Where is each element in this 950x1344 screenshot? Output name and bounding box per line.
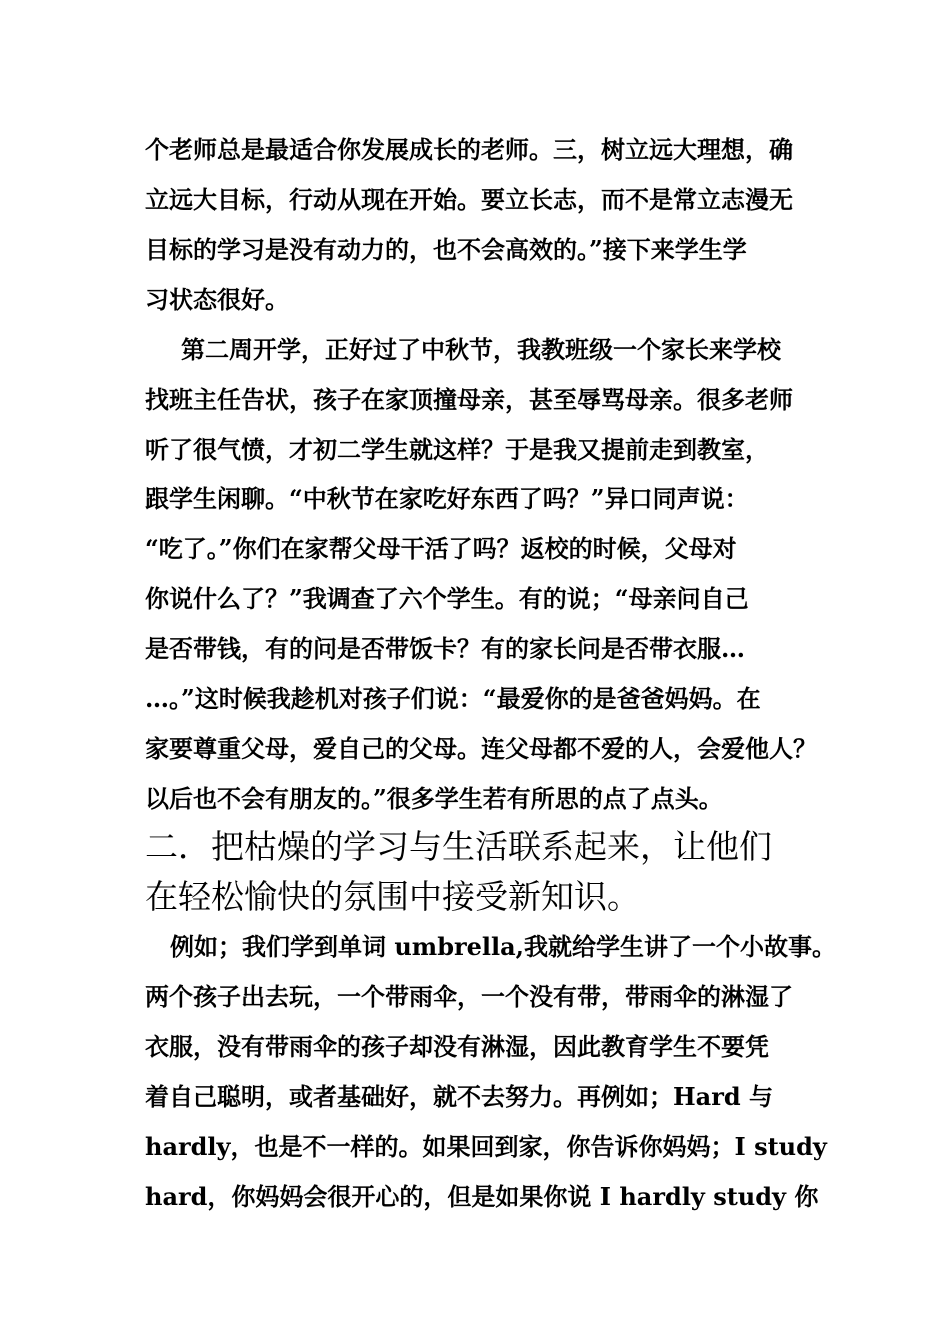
paragraph-line: 你说什么了？”我调查了六个学生。有的说；“母亲问自己	[145, 584, 749, 613]
paragraph-line: 个老师总是最适合你发展成长的老师。三，树立远大理想，确	[145, 135, 793, 164]
paragraph-line: hard，你妈妈会很开心的，但是如果你说 I hardly study 你	[145, 1182, 819, 1211]
paragraph-line: 习状态很好。	[145, 285, 289, 314]
paragraph-line: …。”这时候我趁机对孩子们说：“最爱你的是爸爸妈妈。在	[145, 684, 761, 713]
paragraph-line: 找班主任告状，孩子在家顶撞母亲，甚至辱骂母亲。很多老师	[145, 385, 793, 414]
paragraph-line: 例如；我们学到单词 umbrella,我就给学生讲了一个小故事。	[170, 932, 837, 961]
paragraph-line: 听了很气愤，才初二学生就这样？于是我又提前走到教室，	[145, 435, 769, 464]
paragraph-line: 第二周开学，正好过了中秋节，我教班级一个家长来学校	[181, 335, 781, 364]
paragraph-line: 跟学生闲聊。“中秋节在家吃好东西了吗？”异口同声说：	[145, 484, 749, 513]
paragraph-line: hardly，也是不一样的。如果回到家，你告诉你妈妈；I study	[145, 1132, 827, 1161]
paragraph-line: 衣服，没有带雨伞的孩子却没有淋湿，因此教育学生不要凭	[145, 1032, 769, 1061]
section-heading: 在轻松愉快的氛围中接受新知识。	[145, 877, 640, 916]
paragraph-line: 立远大目标，行动从现在开始。要立长志，而不是常立志漫无	[145, 185, 793, 214]
paragraph-line: 以后也不会有朋友的。”很多学生若有所思的点了点头。	[145, 784, 723, 813]
paragraph-line: 家要尊重父母，爱自己的父母。连父母都不爱的人，会爱他人？	[145, 734, 817, 763]
section-heading: 二．把枯燥的学习与生活联系起来，让他们	[145, 827, 772, 866]
paragraph-line: 着自己聪明，或者基础好，就不去努力。再例如；Hard 与	[145, 1082, 774, 1111]
paragraph-line: “吃了。”你们在家帮父母干活了吗？返校的时候，父母对	[145, 534, 737, 563]
paragraph-line: 是否带钱，有的问是否带饭卡？有的家长问是否带衣服…	[145, 634, 745, 663]
paragraph-line: 目标的学习是没有动力的，也不会高效的。”接下来学生学	[145, 235, 747, 264]
paragraph-line: 两个孩子出去玩，一个带雨伞，一个没有带，带雨伞的淋湿了	[145, 982, 793, 1011]
